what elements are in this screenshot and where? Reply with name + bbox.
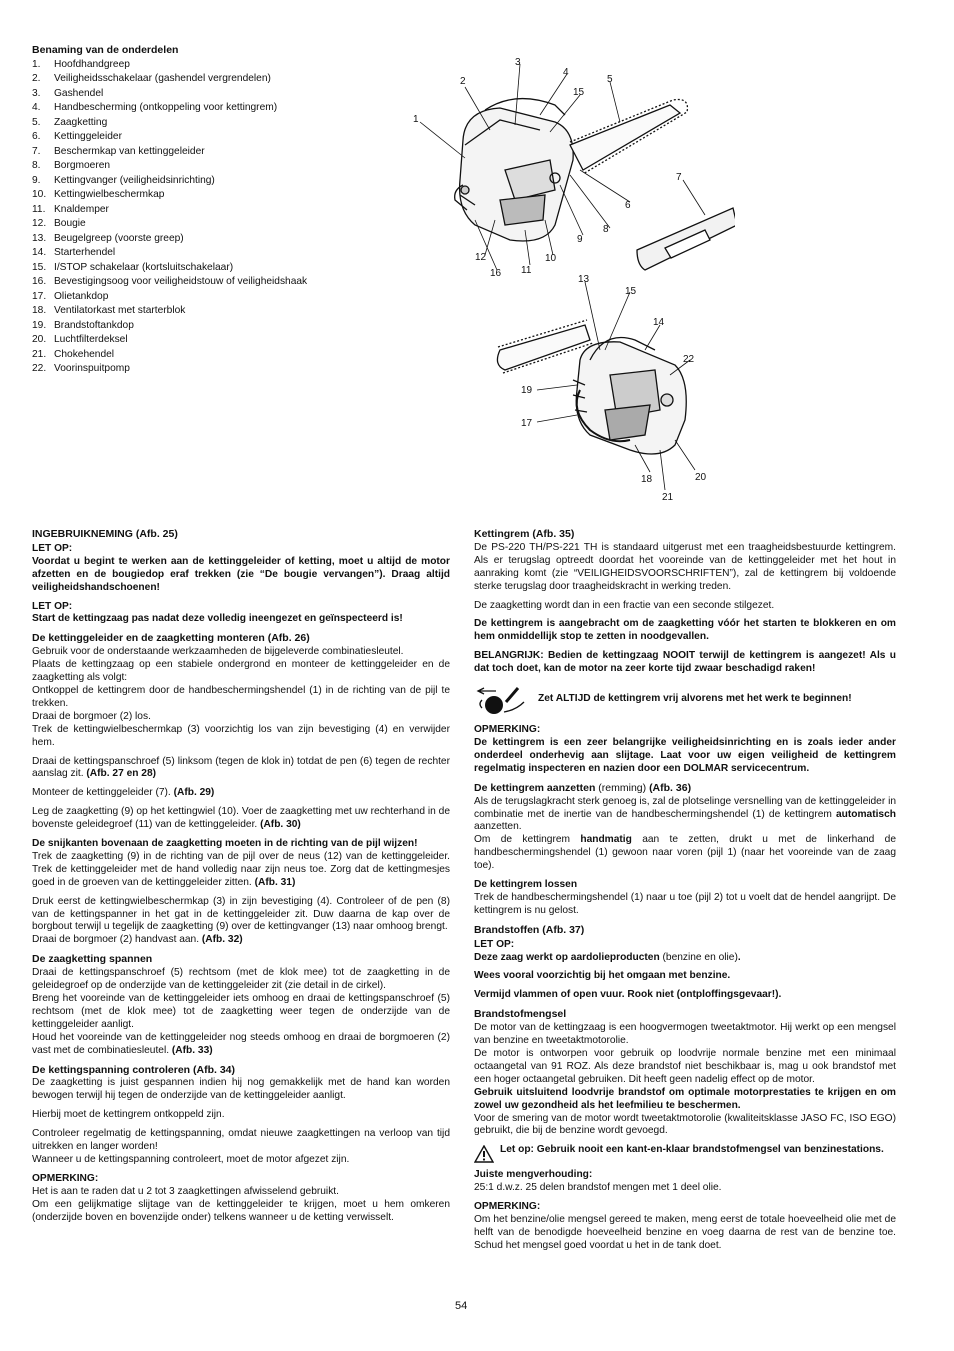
hand-brake-icon [474, 682, 530, 716]
parts-list-item [32, 333, 412, 348]
parts-list-item [32, 261, 412, 276]
paragraph: Plaats de kettingzaag op een stabiele ondergrond en monteer de kettinggeleider en de zaagketting als volgt: [32, 659, 450, 684]
parts-list-item [32, 101, 412, 116]
parts-list [32, 43, 412, 377]
caution-label: LET OP: [32, 600, 73, 612]
parts-item-number: 19. [32, 319, 47, 331]
figure-label: 16 [490, 268, 502, 279]
caution-text: Start de kettingzaag pas nadat deze volledig ineengezet en geïnspecteerd is! [32, 613, 403, 625]
figure-label: 1 [413, 114, 419, 125]
parts-items [32, 58, 412, 377]
figure-label: 3 [515, 57, 521, 68]
paragraph: BELANGRIJK: Bedien de kettingzaag NOOIT terwijl de kettingrem is aangezet! Als u dat toch doet, kan de motor na zeer korte tijd zwaar beschadigd raken! [474, 650, 896, 675]
paragraph: Voor de smering van de motor wordt tweetaktmotorolie (kwaliteitsklasse JASO FC, ISO EGO) gebruikt, die bij de benzine wordt gevoegd. [474, 1112, 896, 1137]
parts-item-number: 10. [32, 189, 47, 200]
parts-item-label: Hoofdhandgreep [54, 58, 130, 70]
parts-list-item [32, 348, 412, 363]
parts-list-item [32, 203, 412, 218]
caution-label: LET OP: [32, 542, 73, 554]
section-heading: De kettinggeleider en de zaagketting monteren (Afb. 26) [32, 632, 310, 645]
left-column [32, 524, 450, 1231]
right-column [474, 524, 896, 1259]
parts-list-item [32, 130, 412, 145]
parts-item-label: Bougie [54, 218, 86, 229]
parts-item-number: 2. [32, 73, 41, 84]
parts-item-label: Olietankdop [54, 290, 109, 302]
caution-text: Voordat u begint te werken aan de kettinggeleider of ketting, moet u altijd de motor afzetten en de bougiedop eraf trekken (zie “De bougie vervangen”). Draag altijd veiligheidshandschoenen! [32, 555, 450, 593]
section-heading: Brandstofmengsel [474, 1008, 567, 1021]
paragraph: Hierbij moet de kettingrem ontkoppeld zijn. [32, 1109, 225, 1121]
sub-heading: De kettingrem lossen [474, 879, 578, 891]
parts-item-number: 3. [32, 87, 41, 99]
paragraph: Druk eerst de kettingwielbeschermkap (3) in zijn bevestiging (4). Controleer of de pen (8) van de kettingspanner in het gat in de kettinggeleider zit. Duw daarna de kap over de borgbout terwijl u tegelijk de zaagketting (9) over de kettingvanger (13) naar omhoog brengt. [32, 895, 450, 933]
figure-label: 20 [695, 472, 707, 483]
parts-list-item [32, 87, 412, 102]
paragraph: Ontkoppel de kettingrem door de handbeschermingshendel (1) in de richting van de pijl te trekken. [32, 684, 450, 709]
paragraph: Trek de kettingwielbeschermkap (3) voorzichtig los van zijn bevestiging (4) en verwijder hem. [32, 723, 450, 748]
figure-label: 14 [653, 317, 665, 328]
parts-item-number: 13. [32, 232, 47, 244]
parts-list-item [32, 362, 412, 377]
figure-label: 9 [577, 234, 583, 245]
parts-item-number: 6. [32, 131, 41, 142]
parts-item-number: 18. [32, 305, 47, 316]
note-text: Zet ALTIJD de kettingrem vrij alvorens met het werk te beginnen! [538, 692, 852, 704]
parts-item-label: I/STOP schakelaar (kortsluitschakelaar) [54, 261, 234, 273]
paragraph: Gebruik voor de onderstaande werkzaamheden de bijgeleverde combinatiesleutel. [32, 646, 404, 658]
paragraph: De zaagketting wordt dan in een fractie van een seconde stilgezet. [474, 599, 775, 611]
note-label: OPMERKING: [32, 1172, 99, 1184]
paragraph: Breng het vooreinde van de kettinggeleider iets omhoog en draai de kettingspanschroef (5) rechtsom (met de klok mee) tot de zaagketting weer tegen de onderzijde van de kettinggeleider aanligt. [32, 993, 450, 1030]
parts-list-item [32, 145, 412, 160]
paragraph: Draai de borgmoer (2) los. [32, 710, 151, 722]
chainsaw-figure [405, 50, 735, 505]
parts-list-item [32, 319, 412, 334]
parts-item-label: Veiligheidsschakelaar (gashendel vergrendelen) [54, 73, 271, 84]
note-label: OPMERKING: [474, 1201, 541, 1213]
parts-item-number: 11. [32, 203, 46, 215]
paragraph: De kettingrem is een zeer belangrijke veiligheidsinrichting en is zoals ieder ander onderdeel onderhevig aan slijtage. Laat voor uw eigen veiligheid de kettingrem regelmatig inspecteren en nazien door een DOLMAR servicecentrum. [474, 736, 896, 774]
parts-list-item [32, 304, 412, 319]
figure-label: 6 [625, 200, 631, 211]
parts-list-item [32, 159, 412, 174]
parts-item-number: 4. [32, 102, 41, 113]
parts-item-label: Kettingvanger (veiligheidsinrichting) [54, 174, 215, 186]
parts-list-item [32, 232, 412, 247]
figure-label: 21 [662, 492, 674, 503]
paragraph: Draai de borgmoer (2) handvast aan. (Afb. 32) [32, 934, 243, 946]
parts-item-label: Borgmoeren [54, 160, 111, 171]
paragraph: Het is aan te raden dat u 2 tot 3 zaagkettingen afwisselend gebruikt. [32, 1185, 339, 1197]
figure-label: 2 [460, 76, 466, 87]
parts-item-label: Beugelgreep (voorste greep) [54, 232, 184, 244]
paragraph: De motor van de kettingzaag is een hoogvermogen tweetaktmotor. Hij werkt op een mengsel van benzine en tweetaktmotorolie. [474, 1022, 896, 1047]
paragraph: Draai de kettingspanschroef (5) rechtsom (met de klok mee) tot de zaagketting in de geleidegroef op de onderzijde van de kettinggeleider zit (zie detail in de cirkel). [32, 967, 450, 992]
parts-list-item [32, 58, 412, 73]
parts-item-number: 17. [32, 290, 47, 302]
paragraph: Om de kettingrem handmatig aan te zetten, drukt u met de linkerhand de handbeschermingshendel (1) gewoon naar voren (pijl 1) (naar het vooreinde van de zaag toe). [474, 834, 896, 872]
parts-list-item [32, 290, 412, 305]
paragraph: 25:1 d.w.z. 25 delen brandstof mengen met 1 deel olie. [474, 1182, 722, 1194]
section-heading: De kettingrem aanzetten (remming) (Afb. 36) [474, 781, 692, 794]
figure-label: 15 [573, 87, 585, 98]
parts-item-number: 12. [32, 218, 47, 229]
parts-item-label: Knaldemper [54, 203, 109, 215]
parts-item-label: Brandstoftankdop [54, 319, 134, 331]
parts-item-number: 9. [32, 174, 41, 186]
parts-item-label: Gashendel [54, 87, 104, 99]
paragraph: De motor is ontworpen voor gebruik op loodvrije normale benzine met een minimaal octaangetal van 91 ROZ. Als deze brandstof niet beschikbaar is, mag u ook brandstof met een hoger octaangetal gebruiken. Dit heeft geen nadelig effect op de motor. [474, 1048, 896, 1085]
parts-item-number: 7. [32, 145, 41, 157]
figure-label: 12 [475, 252, 487, 263]
paragraph: Houd het vooreinde van de kettinggeleider nog steeds omhoog en draai de borgmoeren (2) vast met de combinatiesleutel. (Afb. 33) [32, 1031, 450, 1056]
paragraph: Deze zaag werkt op aardolieproducten (benzine en olie). [474, 951, 741, 963]
paragraph: Trek de zaagketting (9) in de richting van de pijl over de neus (12) van de kettinggeleider. Trek de kettinggeleider met de hand volledig naar zijn neus toe. Zorg dat de kettingmesjes goed in de groeven van de kettinggeleider zitten. (Afb. 31) [32, 850, 450, 888]
figure-label: 17 [521, 418, 533, 429]
paragraph: Om het benzine/olie mengsel gereed te maken, meng eerst de totale hoeveelheid olie met de helft van de benodigde hoeveelheid benzine en voeg daarna de rest van de benzine toe. Schud het mengsel goed voordat u het in de tank doet. [474, 1214, 896, 1251]
parts-item-number: 15. [32, 261, 47, 273]
parts-list-item [32, 246, 412, 261]
figure-label: 8 [603, 224, 609, 235]
sub-heading: Juiste mengverhouding: [474, 1169, 593, 1181]
parts-list-item [32, 72, 412, 87]
paragraph: De snijkanten bovenaan de zaagketting moeten in de richting van de pijl wijzen! [32, 838, 418, 850]
parts-item-label: Voorinspuitpomp [54, 363, 130, 374]
parts-item-label: Luchtfilterdeksel [54, 334, 128, 345]
figure-label: 7 [676, 172, 682, 183]
parts-title: Benaming van de onderdelen [32, 44, 179, 56]
paragraph: Controleer regelmatig de kettingspanning, omdat nieuwe zaagkettingen na verloop van tijd uitrekken en langer worden! [32, 1128, 450, 1153]
parts-list-item [32, 275, 412, 290]
parts-item-label: Bevestigingsoog voor veiligheidstouw of veiligheidshaak [54, 276, 308, 287]
parts-item-label: Beschermkap van kettinggeleider [54, 145, 205, 157]
paragraph: Wanneer u de kettingspanning controleert, moet de motor afgezet zijn. [32, 1153, 350, 1165]
parts-item-number: 8. [32, 160, 41, 171]
parts-item-label: Handbescherming (ontkoppeling voor kettingrem) [54, 102, 278, 113]
paragraph: Wees vooral voorzichtig bij het omgaan met benzine. [474, 970, 731, 982]
parts-item-label: Kettinggeleider [54, 131, 122, 142]
figure-label: 19 [521, 385, 533, 396]
section-heading: Kettingrem (Afb. 35) [474, 528, 575, 540]
parts-item-number: 21. [32, 348, 47, 360]
figure-label: 22 [683, 354, 695, 365]
page-number: 54 [455, 1300, 468, 1312]
paragraph: Gebruik uitsluitend loodvrije brandstof om optimale motorprestaties te krijgen en om zowel uw gezondheid als het leefmilieu te beschermen. [474, 1086, 896, 1111]
figure-label: 11 [521, 265, 532, 276]
figure-label: 13 [578, 274, 590, 285]
paragraph: Trek de handbeschermingshendel (1) naar u toe (pijl 2) tot u voelt dat de hendel aangrijpt. De kettingrem is nu gelost. [474, 891, 896, 916]
parts-list-item [32, 174, 412, 189]
bar-cover-drawing [637, 208, 735, 270]
parts-list-item [32, 188, 412, 203]
brake-release-note [474, 682, 896, 716]
paragraph: Leg de zaagketting (9) op het kettingwiel (10). Voer de zaagketting met uw rechterhand in de bovenste geleidegroef (11) van de kettinggeleider. (Afb. 30) [32, 806, 450, 831]
parts-item-label: Zaagketting [54, 116, 108, 128]
parts-item-number: 1. [32, 58, 41, 70]
paragraph: De zaagketting is juist gespannen indien hij nog gemakkelijk met de hand kan worden bewogen terwijl hij tegen de onderzijde van de kettinggeleider aanligt. [32, 1077, 450, 1102]
warning-triangle-icon [474, 1145, 494, 1163]
paragraph: Om een gelijkmatige slijtage van de kettinggeleider te krijgen, moet u hem omkeren (onderzijde boven en bovenzijde onder) telkens wanneer u de ketting verwisselt. [32, 1198, 450, 1223]
figure-label: 4 [563, 67, 569, 78]
note-label: OPMERKING: [474, 724, 541, 736]
paragraph: Monteer de kettinggeleider (7). (Afb. 29) [32, 787, 215, 799]
section-heading: INGEBRUIKNEMING (Afb. 25) [32, 528, 178, 540]
fuel-warning [474, 1144, 896, 1163]
parts-item-number: 20. [32, 334, 47, 345]
parts-item-label: Starterhendel [54, 247, 116, 258]
paragraph: De kettingrem is aangebracht om de zaagketting vóór het starten te blokkeren en om hem onmiddellijk stop te zetten in noodgevallen. [474, 618, 896, 643]
paragraph: Vermijd vlammen of open vuur. Rook niet (ontploffingsgevaar!). [474, 989, 782, 1001]
top-chainsaw-drawing [455, 99, 688, 241]
paragraph: De PS-220 TH/PS-221 TH is standaard uitgerust met een traagheidsbestuurde kettingrem. Als er terugslag optreedt doordat het vooreinde van de kettinggeleider met het hout in aanraking komt (zie “VEILIGHEIDSVOORSCHRIFTEN”), zal de kettingrem bij voldoende sterke terugslag door traagheidskracht in werking treden. [474, 541, 896, 592]
chainsaw-illustration [405, 50, 735, 505]
parts-item-label: Ventilatorkast met starterblok [54, 305, 186, 316]
paragraph: Als de terugslagkracht sterk genoeg is, zal de plotselinge versnelling van de kettinggeleider in combinatie met de inertie van de handbeschermingshendel (1) de kettingrem automatisch aanzetten. [474, 795, 896, 833]
section-heading: De zaagketting spannen [32, 953, 153, 966]
parts-item-number: 22. [32, 363, 47, 374]
parts-item-label: Chokehendel [54, 348, 115, 360]
parts-item-number: 5. [32, 116, 41, 128]
figure-label: 15 [625, 286, 637, 297]
parts-item-number: 16. [32, 276, 47, 287]
figure-label: 18 [641, 474, 653, 485]
warning-text: Let op: Gebruik nooit een kant-en-klaar brandstofmengsel van benzinestations. [500, 1144, 884, 1156]
parts-list-item [32, 217, 412, 232]
figure-label: 10 [545, 253, 557, 264]
paragraph: Draai de kettingspanschroef (5) linksom (tegen de klok in) totdat de pen (6) tegen de rechter aanslag zit. (Afb. 27 en 28) [32, 755, 450, 780]
parts-list-item [32, 116, 412, 131]
parts-item-label: Kettingwielbeschermkap [54, 189, 165, 200]
section-heading: De kettingspanning controleren (Afb. 34) [32, 1063, 236, 1076]
caution-label: LET OP: [474, 938, 515, 950]
parts-item-number: 14. [32, 247, 47, 258]
figure-label: 5 [607, 74, 613, 85]
section-heading: Brandstoffen (Afb. 37) [474, 923, 585, 936]
